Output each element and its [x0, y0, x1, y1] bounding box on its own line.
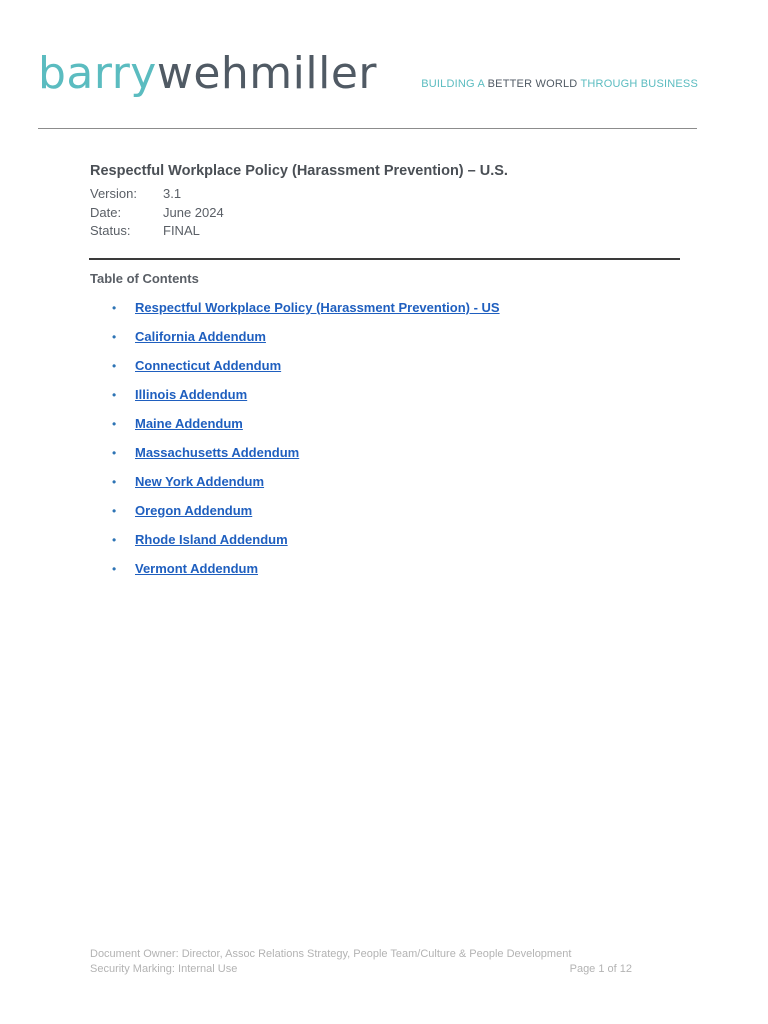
bullet-icon: •: [112, 562, 117, 576]
document-title: Respectful Workplace Policy (Harassment Prevention) – U.S.: [90, 163, 508, 179]
meta-label: Status:: [90, 223, 131, 238]
bullet-icon: •: [112, 504, 117, 518]
tagline-part-3: THROUGH BUSINESS: [577, 78, 698, 90]
bullet-icon: •: [112, 417, 117, 431]
meta-value: June 2024: [163, 204, 224, 220]
toc-item: [112, 328, 500, 357]
toc-item: [112, 299, 500, 328]
tagline-part-1: BUILDING A: [421, 78, 488, 90]
toc-link-connecticut-addendum[interactable]: Connecticut Addendum: [135, 358, 282, 373]
toc-item: [112, 473, 500, 502]
header-divider: [38, 128, 697, 129]
footer-owner-row: [90, 947, 632, 962]
table-of-contents: [112, 299, 500, 589]
toc-item: [112, 357, 500, 386]
bullet-icon: •: [112, 533, 117, 547]
meta-value: 3.1: [163, 186, 182, 201]
toc-heading: Table of Contents: [90, 271, 199, 286]
company-logo: [38, 48, 377, 100]
security-marking: Security Marking: Internal Use: [90, 963, 238, 975]
toc-item: [112, 502, 500, 531]
bullet-icon: •: [112, 446, 117, 460]
bullet-icon: •: [112, 301, 117, 315]
page-header: [38, 48, 698, 108]
logo-part-barry: barry: [38, 48, 157, 99]
meta-row-status: [90, 222, 224, 241]
page-number: Page 1 of 12: [569, 963, 632, 975]
bullet-icon: •: [112, 388, 117, 402]
meta-row-version: [90, 185, 224, 204]
toc-item: [112, 560, 500, 589]
bullet-icon: •: [112, 475, 117, 489]
meta-value: FINAL: [163, 223, 200, 238]
toc-link-rhode-island-addendum[interactable]: Rhode Island Addendum: [135, 532, 288, 547]
logo-part-wehmiller: wehmiller: [156, 48, 377, 99]
document-owner: Document Owner: Director, Assoc Relations Strategy, People Team/Culture & People Development: [90, 948, 572, 960]
toc-link-respectful-workplace-policy[interactable]: Respectful Workplace Policy (Harassment Prevention) - US: [135, 300, 500, 315]
toc-item: [112, 531, 500, 560]
meta-row-date: [90, 204, 224, 223]
toc-link-illinois-addendum[interactable]: Illinois Addendum: [135, 387, 248, 402]
title-divider: [89, 258, 680, 260]
toc-link-vermont-addendum[interactable]: Vermont Addendum: [135, 561, 259, 576]
toc-link-new-york-addendum[interactable]: New York Addendum: [135, 474, 265, 489]
page-footer: [90, 947, 632, 977]
meta-label: Date:: [90, 204, 122, 220]
toc-item: [112, 386, 500, 415]
meta-label: Version:: [90, 186, 137, 201]
toc-link-maine-addendum[interactable]: Maine Addendum: [135, 416, 243, 431]
toc-link-oregon-addendum[interactable]: Oregon Addendum: [135, 503, 253, 518]
toc-item: [112, 444, 500, 473]
document-metadata: [90, 185, 224, 241]
bullet-icon: •: [112, 330, 117, 344]
toc-item: [112, 415, 500, 444]
footer-security-row: [90, 962, 632, 977]
bullet-icon: •: [112, 359, 117, 373]
tagline-part-2: BETTER WORLD: [487, 78, 578, 90]
company-tagline: [421, 78, 698, 90]
toc-link-california-addendum[interactable]: California Addendum: [135, 329, 266, 344]
toc-link-massachusetts-addendum[interactable]: Massachusetts Addendum: [135, 445, 300, 460]
